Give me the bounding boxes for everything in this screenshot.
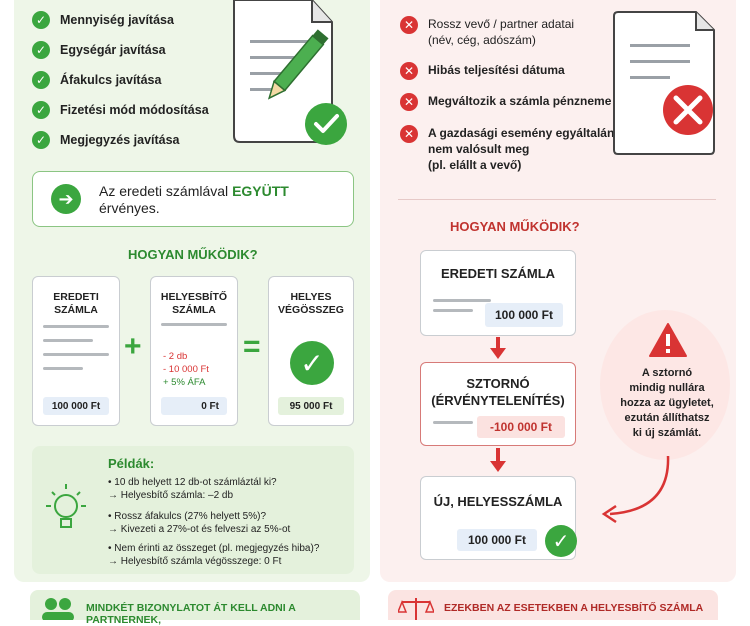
arrow-right-icon: ➔ [51,184,81,214]
equals-icon: = [243,330,261,363]
correct-total-card: HELYES VÉGÖSSZEG ✓ 95 000 Ft [268,276,354,426]
x-circle-icon: ✕ [400,125,418,143]
plus-icon: + [124,330,142,363]
original-value: 100 000 Ft [43,397,109,415]
check-item: ✓ Egységár javítása [32,41,166,59]
document-pencil-icon [226,0,352,150]
how-heading-right: HOGYAN MŰKÖDIK? [450,219,580,234]
x-item: ✕ Rossz vevő / partner adatai (név, cég, adószám) [400,16,574,48]
check-circle-icon: ✓ [32,101,50,119]
new-invoice-card: ÚJ, HELYESSZÁMLA 100 000 Ft ✓ [420,476,576,560]
corrective-line: - 2 db [163,351,188,362]
x-item: ✕ Megváltozik a számla pénzneme [400,93,611,111]
how-heading-left: HOGYAN MŰKÖDIK? [128,247,258,262]
lightbulb-icon [42,482,90,542]
examples-title: Példák: [108,456,155,471]
bottom-note-right: EZEKBEN AZ ESETEKBEN A HELYESBÍTŐ SZÁMLA [388,590,718,620]
users-icon [40,596,76,620]
correct-value: 95 000 Ft [278,397,344,415]
warning-triangle-icon [648,322,688,358]
corrective-line: - 10 000 Ft [163,364,209,375]
x-item: ✕ Hibás teljesítési dátuma [400,62,565,80]
document-x-icon [610,10,722,160]
arrow-down-icon [496,448,500,462]
warning-text: A sztornó mindig nullára hozza az ügyletet, ezután állíthatsz ki új számlát. [620,367,714,439]
curved-arrow-icon [590,450,680,530]
check-circle-icon: ✓ [32,131,50,149]
bottom-note-left: MINDKÉT BIZONYLATOT ÁT KELL ADNI A PARTNERNEK, [30,590,360,620]
example-item: • Nem érinti az összeget (pl. megjegyzés hiba)? → Helyesbítő számla végösszege: 0 Ft [108,543,320,567]
x-item: ✕ A gazdasági esemény egyáltalán nem valósult meg (pl. elállt a vevő) [400,125,614,173]
x-circle-icon: ✕ [400,93,418,111]
check-circle-icon: ✓ [545,525,577,557]
scale-icon [398,596,434,620]
check-item: ✓ Megjegyzés javítása [32,131,180,149]
check-item: ✓ Mennyiség javítása [32,11,174,29]
example-item: • 10 db helyett 12 db-ot számláztál ki? → Helyesbítő számla: –2 db [108,477,277,501]
together-text: Az eredeti számlával EGYÜTT érvényes. [99,183,289,216]
check-circle-icon: ✓ [32,11,50,29]
check-circle-icon: ✓ [290,341,334,385]
new-invoice-value: 100 000 Ft [457,529,537,551]
check-item: ✓ Áfakulcs javítása [32,71,161,89]
corrective-value: 0 Ft [161,397,227,415]
examples-box [32,446,354,574]
check-circle-icon: ✓ [32,71,50,89]
storno-card: SZTORNÓ (ÉRVÉNYTELENÍTÉS) -100 000 Ft [420,362,576,446]
check-circle-icon: ✓ [32,41,50,59]
corrective-line: + 5% ÁFA [163,377,206,388]
storno-value: -100 000 Ft [477,416,565,438]
original-value-right: 100 000 Ft [485,303,563,327]
original-invoice-card-right: EREDETI SZÁMLA 100 000 Ft [420,250,576,336]
arrow-down-icon [496,337,500,349]
original-invoice-card: EREDETI SZÁMLA 100 000 Ft [32,276,120,426]
x-circle-icon: ✕ [400,62,418,80]
divider [398,199,716,200]
check-item: ✓ Fizetési mód módosítása [32,101,209,119]
example-item: • Rossz áfakulcs (27% helyett 5%)? → Kivezeti a 27%-ot és felveszi az 5%-ot [108,511,291,535]
corrective-invoice-card: HELYESBÍTŐ SZÁMLA - 2 db - 10 000 Ft + 5% ÁFA 0 Ft [150,276,238,426]
x-circle-icon: ✕ [400,16,418,34]
together-box [32,171,354,227]
